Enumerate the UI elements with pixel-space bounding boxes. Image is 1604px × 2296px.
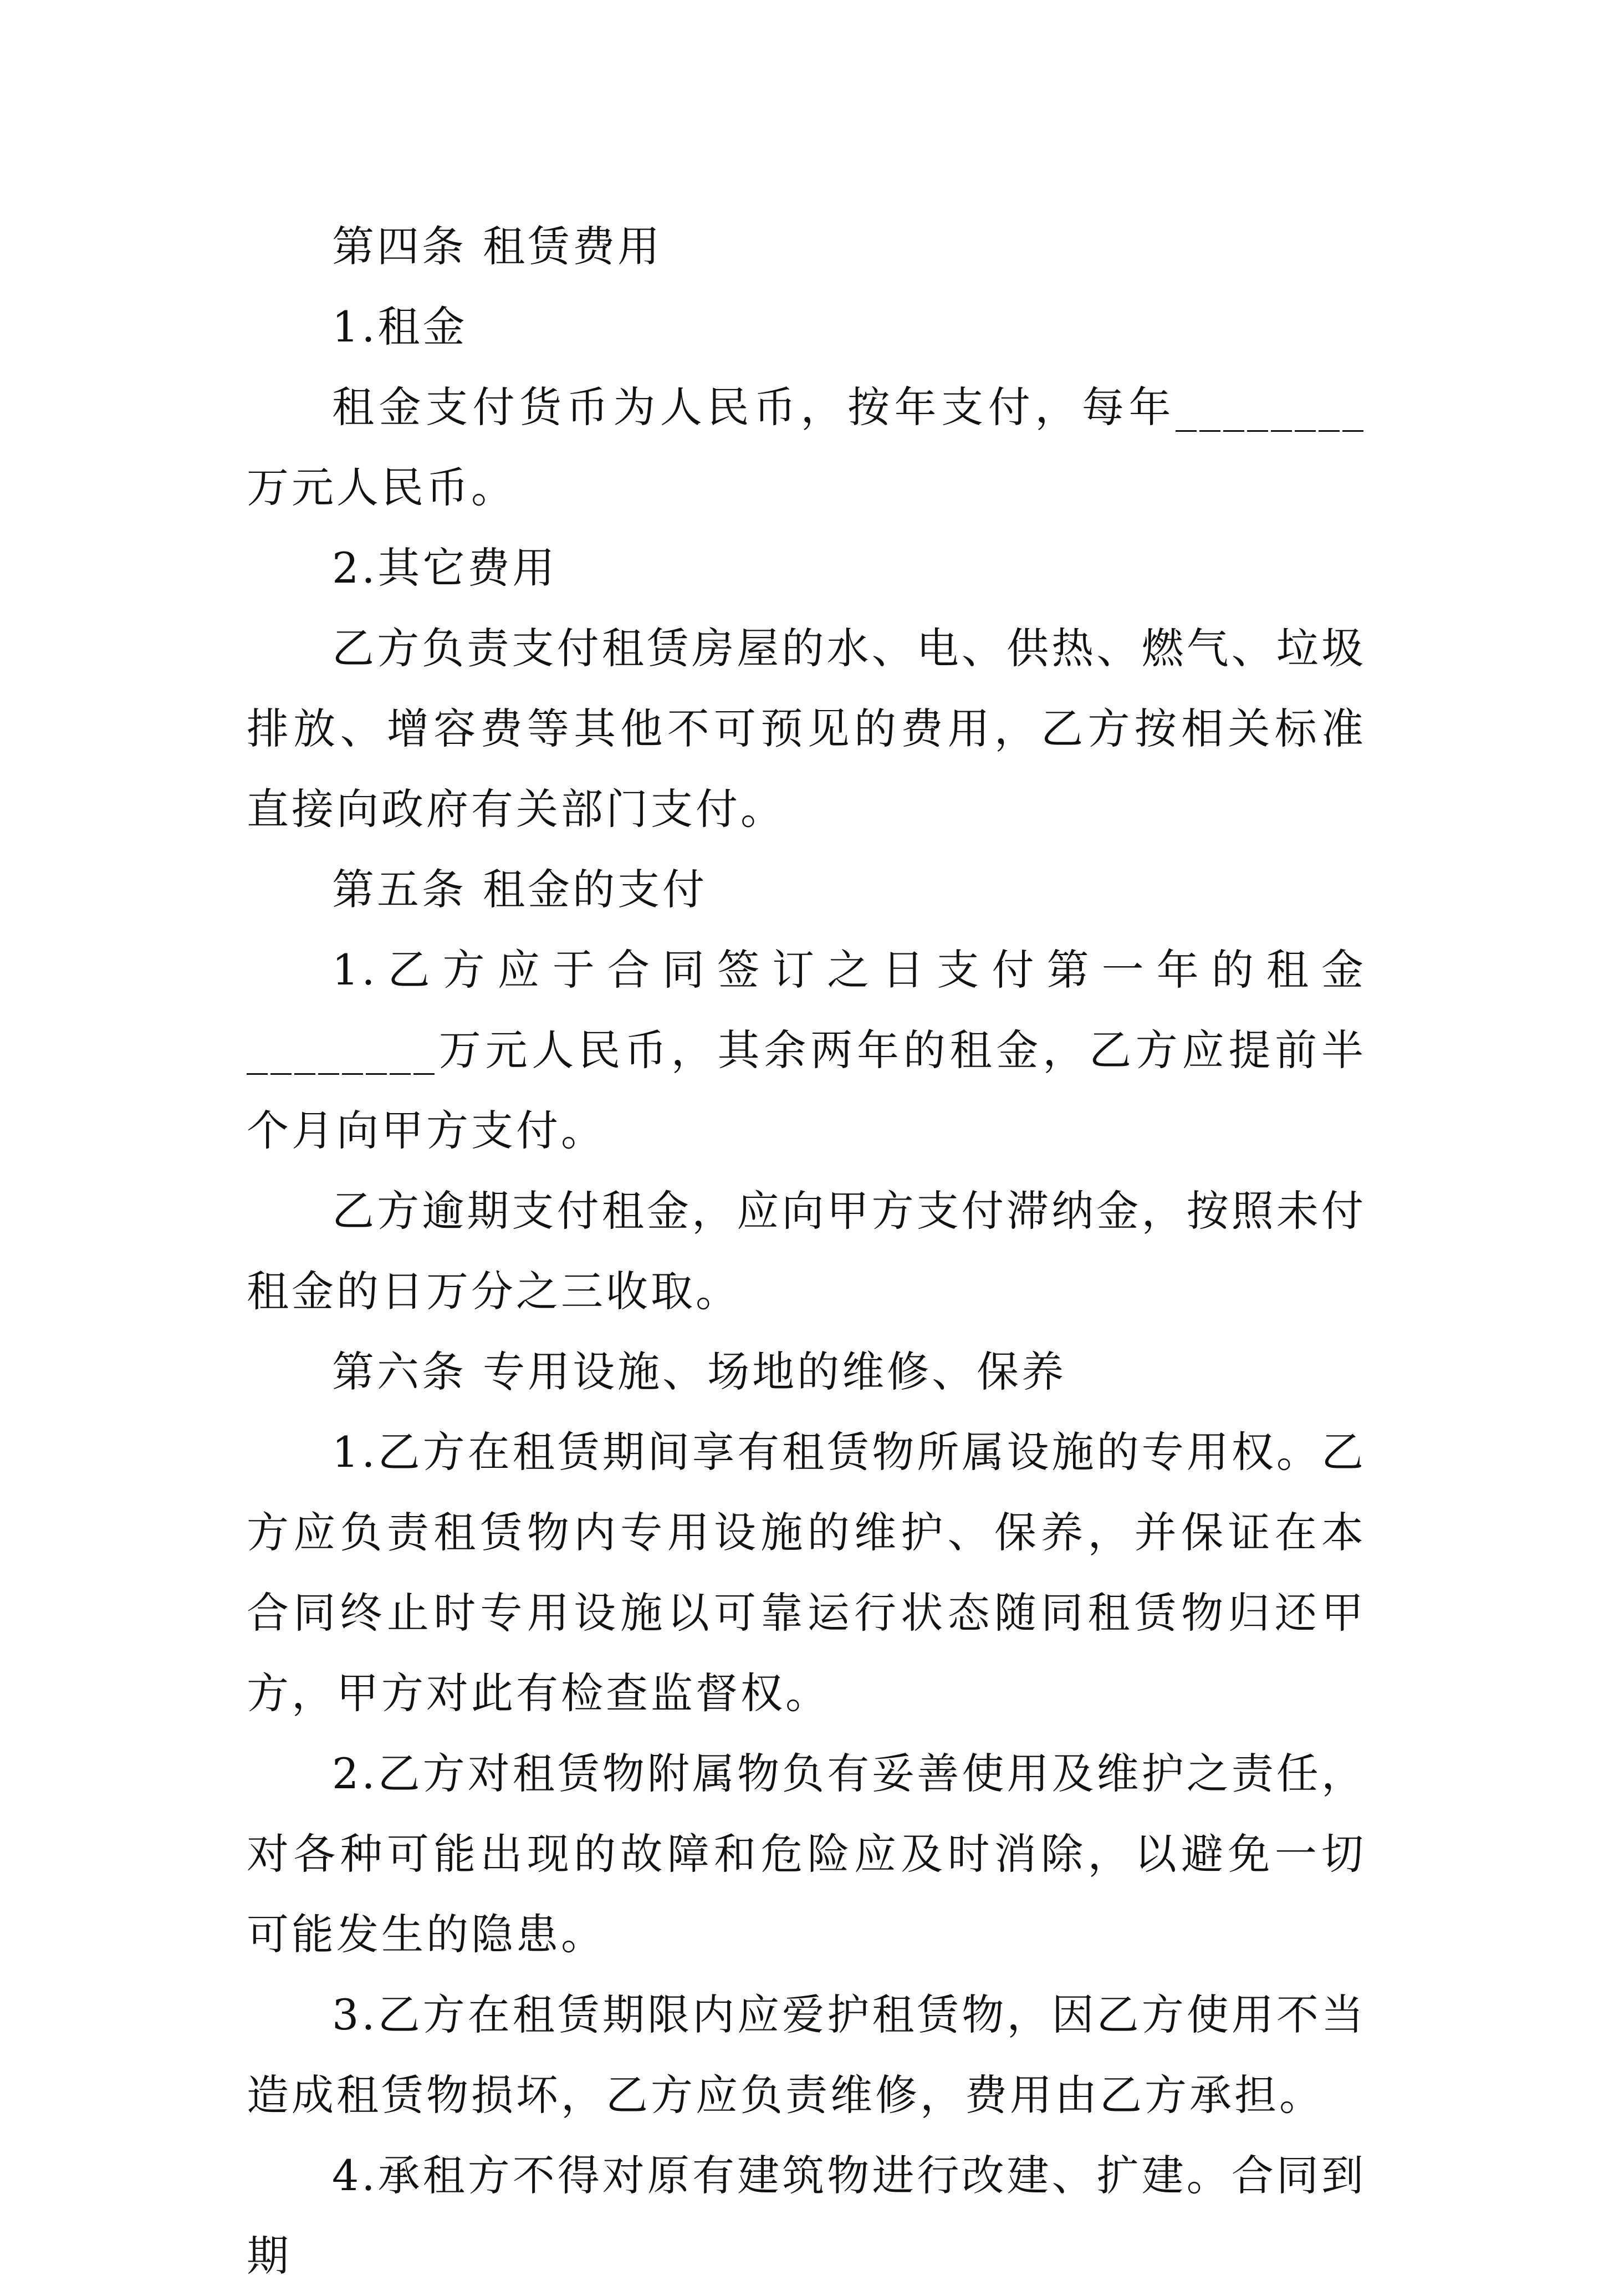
article-heading-5: 第五条 租金的支付 xyxy=(332,865,708,914)
paragraph-other-fees: 乙方负责支付租赁房屋的水、电、供热、燃气、垃圾排放、增容费等其他不可预见的费用，乙方按相关标准直接向政府有关部门支付。 xyxy=(247,624,1366,834)
document-body xyxy=(247,206,1366,2296)
clause-heading-rent: 1.租金 xyxy=(332,302,468,351)
paragraph-facility-use: 1.乙方在租赁期间享有租赁物所属设施的专用权。乙方应负责租赁物内专用设施的维护、保养，并保证在本合同终止时专用设施以可靠运行状态随同租赁物归还甲方，甲方对此有检查监督权。 xyxy=(247,1427,1366,1718)
article-heading-6: 第六条 专用设施、场地的维修、保养 xyxy=(332,1347,1067,1396)
paragraph-late-fee: 乙方逾期支付租金，应向甲方支付滞纳金，按照未付租金的日万分之三收取。 xyxy=(247,1186,1366,1316)
paragraph-no-alteration: 4.承租方不得对原有建筑物进行改建、扩建。合同到期 xyxy=(247,2151,1366,2280)
paragraph-rent-payment: 租金支付货币为人民币，按年支付，每年________万元人民币。 xyxy=(247,382,1366,512)
paragraph-first-year-rent: 1.乙方应于合同签订之日支付第一年的租金________万元人民币，其余两年的租金，乙方应提前半个月向甲方支付。 xyxy=(247,945,1366,1155)
clause-heading-other-fees: 2.其它费用 xyxy=(332,543,558,593)
article-heading-4: 第四条 租赁费用 xyxy=(332,222,663,271)
paragraph-damage-repair: 3.乙方在租赁期限内应爱护租赁物，因乙方使用不当造成租赁物损坏，乙方应负责维修，费用由乙方承担。 xyxy=(247,1990,1366,2120)
paragraph-maintenance-duty: 2.乙方对租赁物附属物负有妥善使用及维护之责任，对各种可能出现的故障和危险应及时消除，以避免一切可能发生的隐患。 xyxy=(247,1749,1366,1959)
